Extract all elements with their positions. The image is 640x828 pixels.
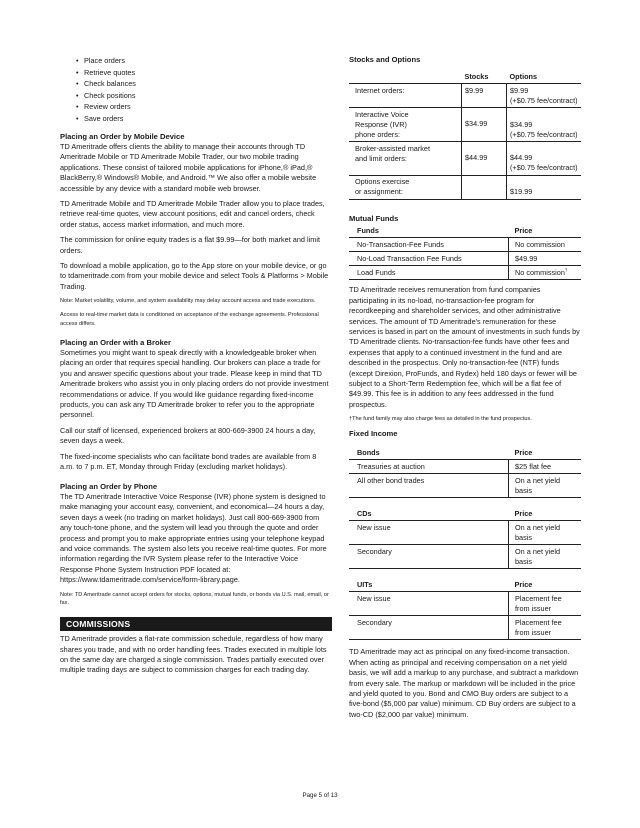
fund-price: No commission [509,238,582,252]
fixed-income-paragraph: TD Ameritrade may act as principal on any fixed-income transaction. When acting as principal and receiving compensation on a net yield basis, we will add a markup to any purchase, and subtract a markdown from every sale. The markup or markdown will be included in the price and yield quoted to you. Bond and CMO Buy orders are subject to a five-bond ($5,000 par value) minimum. CD Buy orders are subject to a two-CD ($2,000 par value) minimum. [349,647,579,719]
column-header: Price [509,446,582,460]
column-header: Price [509,578,582,592]
options-price: $9.99 (+$0.75 fee/contract) [507,84,582,108]
mobile-paragraph: TD Ameritrade Mobile and TD Ameritrade Mobile Trader allow you to place trades, retrieve real-time quotes, view account positions, edit and cancel orders, check order status, access market information, and much more. [60,199,325,229]
phone-heading: Placing an Order by Phone [60,481,158,491]
mutual-funds-paragraph: TD Ameritrade receives remuneration from fund companies participating in its no-load, no-transaction-fee program for recordkeeping and shareholder services, and other administrative services. The amount of TD Ameritrade's remuneration for these services is based in part on the amount of investments in such funds by TD Ameritrade clients. No-transaction-fee funds have other fees and expenses that apply to a continued investment in the fund and are described in the prospectus. Only no-transaction-fee (NTF) funds (except Direxion, ProFunds, and Rydex) held 180 days or fewer will be subject to a Short-Term Redemption fee, which will be a flat fee of $49.99. This fee is in addition to any fees addressed in the fund prospectus. [349,285,580,409]
fund-type: Load Funds [349,266,509,280]
commissions-paragraph: TD Ameritrade provides a flat-rate commission schedule, regardless of how many shares you trade, and with no order handling fees. Trades executed in multiple lots on the same day are charged a single commission. Trades partially executed over multiple trading days are subject to commission charges for each trading day. [60,634,327,675]
bond-type: All other bond trades [349,474,509,498]
table-row [349,616,581,640]
table-row [349,252,581,266]
note: Access to real-time market data is conditioned on acceptance of the exchange agreements. Professional access differs. [60,312,319,327]
options-price: $34.99 (+$0.75 fee/contract) [507,108,582,142]
uit-type: New issue [349,592,509,616]
fund-type: No-Transaction-Fee Funds [349,238,509,252]
table-row [349,142,581,176]
stocks-price: $44.99 [462,142,507,176]
broker-paragraph: Call our staff of licensed, experienced brokers at 800-669-3900 24 hours a day, seven days a week. [60,425,316,446]
list-item: • Place orders [84,55,332,67]
row-label: Broker-assisted market and limit orders: [349,142,462,176]
fund-price: $49.99 [509,252,582,266]
table-header-row [349,70,581,84]
page-number: Page 5 of 13 [302,792,338,799]
commissions-heading: COMMISSIONS [60,617,332,631]
column-header: Options [507,70,582,84]
uit-price: Placement fee from issuer [509,616,582,640]
dagger-mark: † [564,267,568,273]
table-row [349,84,581,108]
note: Note: Market volatility, volume, and system availability may delay account access and trade executions. [60,298,316,305]
column-header: Bonds [349,446,509,460]
stocks-price [462,175,507,199]
mobile-paragraph: To download a mobile application, go to the App store on your mobile device, or go to tdameritrade.com from your mobile device and select Tools & Platforms > Mobile Trading. [60,261,329,291]
mutual-funds-table [349,224,581,280]
stocks-options-table [349,70,581,200]
fund-price: No commission† [509,266,582,280]
uit-price: Placement fee from issuer [509,592,582,616]
note: Note: TD Ameritrade cannot accept orders for stocks, options, mutual funds, or bonds via U.S. mail, email, or fax. [60,591,329,607]
table-header-row [349,578,581,592]
table-row [349,175,581,199]
left-column [60,55,332,676]
uits-table [349,578,581,640]
column-header: Price [509,224,582,238]
list-item: • Retrieve quotes [84,67,332,79]
mobile-heading: Placing an Order by Mobile Device [60,131,185,141]
options-price: $19.99 [507,175,582,199]
row-label: Options exercise or assignment: [349,175,462,199]
uit-type: Secondary [349,616,509,640]
list-item: • Save orders [84,113,332,125]
bond-type: Treasuries at auction [349,460,509,474]
broker-paragraph: The fixed-income specialists who can facilitate bond trades are available from 8 a.m. to 7 p.m. ET, Monday through Friday (excluding market holidays). [60,451,317,472]
broker-heading: Placing an Order with a Broker [60,337,171,347]
right-column [349,55,581,720]
table-header-row [349,224,581,238]
list-item: • Check positions [84,90,332,102]
table-row [349,521,581,545]
bond-price: $25 flat fee [509,460,582,474]
table-row [349,108,581,142]
bond-price: On a net yield basis [509,474,582,498]
broker-paragraph: Sometimes you might want to speak directly with a knowledgeable broker when placing an order that requires special handling. Our brokers can place a trade for you and answer specific questions about your trade. Please keep in mind that TD Ameritrade brokers who assist you in only placing orders do not provide investment recommendations or advice. If you would like guidance regarding fixed-income products, you can ask any TD Ameritrade broker to refer you to the appropriate personnel. [60,348,329,420]
table-row [349,592,581,616]
table-row [349,460,581,474]
column-header: Stocks [462,70,507,84]
table-row [349,266,581,280]
stocks-price: $34.99 [462,108,507,142]
table-header-row [349,446,581,460]
mobile-paragraph: The commission for online equity trades is a flat $9.99—for both market and limit orders. [60,235,320,255]
row-label: Internet orders: [349,84,462,108]
table-row [349,238,581,252]
cd-type: Secondary [349,545,509,569]
table-header-row [349,507,581,521]
cds-table [349,507,581,569]
cd-price: On a net yield basis [509,545,582,569]
feature-list [60,55,332,125]
cd-type: New issue [349,521,509,545]
bonds-table [349,446,581,498]
fund-type: No-Load Transaction Fee Funds [349,252,509,266]
mutual-funds-heading: Mutual Funds [349,213,399,223]
mutual-funds-footnote: †The fund family may also charge fees as detailed in the fund prospectus. [349,416,532,423]
list-item: • Check balances [84,78,332,90]
cd-price: On a net yield basis [509,521,582,545]
table-row [349,474,581,498]
stocks-options-heading: Stocks and Options [349,55,421,64]
mobile-paragraph: TD Ameritrade offers clients the ability to manage their accounts through TD Ameritrade Mobile or TD Ameritrade Mobile Trader, our two mobile trading applications. These consist of tailored mobile applications for iPhone,® iPad,® BlackBerry,® Windows® Mobile, and Android.™ We also offer a mobile website accessible by any device with a standard mobile web browser. [60,141,317,193]
column-header: Price [509,507,582,521]
column-header: UITs [349,578,509,592]
column-header: CDs [349,507,509,521]
table-row [349,545,581,569]
list-item: • Review orders [84,101,332,113]
stocks-price: $9.99 [462,84,507,108]
phone-paragraph: The TD Ameritrade Interactive Voice Response (IVR) phone system is designed to make managing your account easy, convenient, and economical—24 hours a day, seven days a week (no trading on market holidays). Just call 800-669-3900 from any touch-tone phone, and the system will lead you through the quote and order process and prompt you to make appropriate entries using your telephone keypad and voice commands. The system also lets you receive real-time quotes. For more information regarding the IVR System please refer to the Interactive Voice Response Phone System Instruction PDF located at: https://www.tdameritrade.com/service/form-library.page. [60,491,327,585]
row-label: Interactive Voice Response (IVR) phone orders: [349,108,462,142]
fixed-income-heading: Fixed Income [349,428,398,438]
options-price: $44.99 (+$0.75 fee/contract) [507,142,582,176]
column-header: Funds [349,224,509,238]
